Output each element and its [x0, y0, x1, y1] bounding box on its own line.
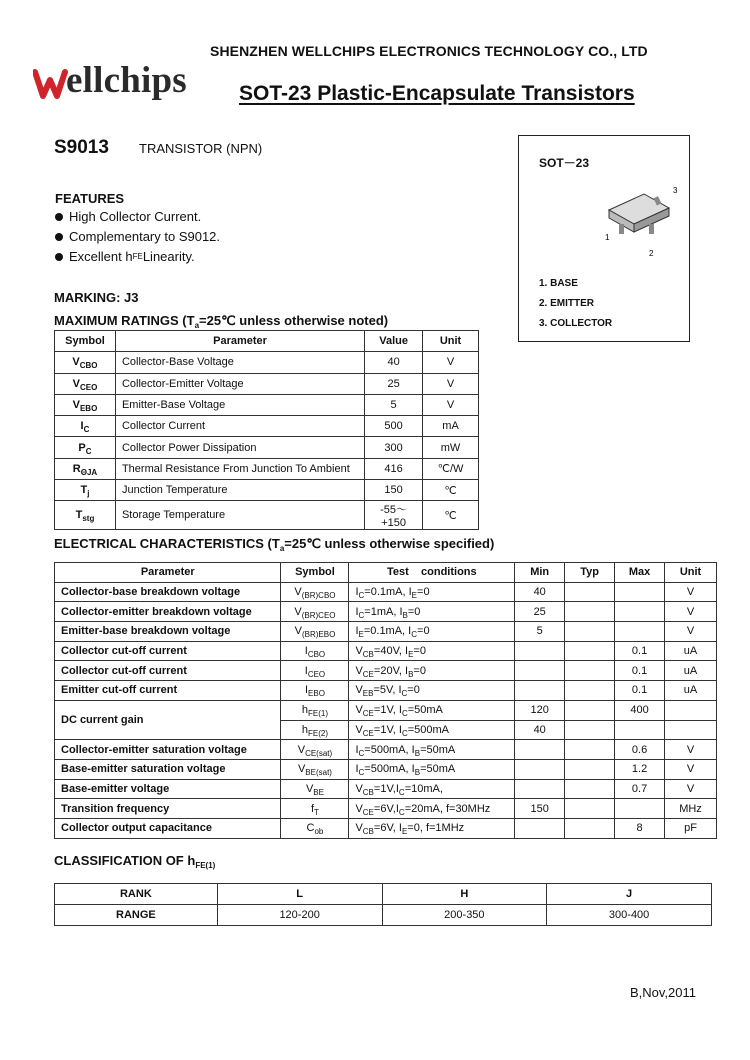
table-row	[55, 480, 479, 501]
min-cell: 40	[515, 720, 565, 740]
parameter-cell: Transition frequency	[55, 799, 281, 819]
value-cell: 40	[365, 352, 423, 373]
features-title: FEATURES	[55, 191, 125, 206]
symbol-cell-base: R	[72, 462, 81, 475]
features-list	[55, 207, 220, 267]
rank-cell: J	[547, 884, 712, 905]
electrical-table	[54, 562, 717, 839]
column-header: Unit	[665, 563, 717, 583]
parameter-cell: DC current gain	[55, 700, 281, 739]
company-name: SHENZHEN WELLCHIPS ELECTRONICS TECHNOLOGY CO., LTD	[210, 43, 648, 59]
max-cell: 8	[615, 818, 665, 838]
unit-cell: V	[423, 352, 479, 373]
parameter-cell: Collector cut-off current	[55, 661, 281, 681]
typ-cell	[565, 740, 615, 760]
max-cell	[615, 622, 665, 642]
typ-cell	[565, 681, 615, 701]
range-cell: 200-350	[382, 905, 547, 926]
symbol-cell	[55, 373, 116, 394]
min-cell: 120	[515, 700, 565, 720]
table-row	[55, 799, 717, 819]
parameter-cell: Storage Temperature	[115, 501, 364, 530]
table-row	[55, 641, 717, 661]
symbol-cell-base: h	[301, 723, 309, 736]
column-header: Test conditions	[349, 563, 515, 583]
column-header: Parameter	[115, 331, 364, 352]
symbol-cell-base: V	[297, 763, 306, 776]
parameter-cell: Emitter cut-off current	[55, 681, 281, 701]
range-cell: 300-400	[547, 905, 712, 926]
min-cell	[515, 681, 565, 701]
symbol-cell-sub: j	[87, 489, 90, 499]
table-row	[55, 458, 479, 479]
symbol-cell	[281, 720, 349, 740]
symbol-cell	[281, 740, 349, 760]
range-label: RANGE	[55, 905, 218, 926]
symbol-cell-sub: (BR)CBO	[301, 591, 336, 601]
symbol-cell-base: V	[72, 356, 80, 369]
table-row	[55, 740, 717, 760]
symbol-cell-base: V	[294, 586, 302, 599]
min-cell	[515, 779, 565, 799]
symbol-cell-sub: C	[85, 446, 92, 456]
column-header: Parameter	[55, 563, 281, 583]
bullet-icon	[55, 253, 63, 261]
test-conditions-cell: $I_C=1mA$, $I_B=0$	[349, 602, 515, 622]
table-row	[55, 622, 717, 642]
wellchips-logo	[33, 58, 223, 104]
max-cell	[615, 720, 665, 740]
symbol-cell	[281, 779, 349, 799]
parameter-cell: Base-emitter saturation voltage	[55, 759, 281, 779]
rank-label: RANK	[55, 884, 218, 905]
electrical-title: ELECTRICAL CHARACTERISTICS ($T_a=25℃$ unless otherwise specified)	[54, 536, 495, 553]
symbol-cell-sub: ob	[314, 827, 324, 837]
symbol-cell-sub: EBO	[308, 689, 325, 699]
unit-cell: V	[665, 779, 717, 799]
symbol-cell-sub: FE(1)	[308, 709, 329, 719]
value-cell: 500	[365, 416, 423, 437]
feature-item: Complementary to S9012.	[55, 227, 220, 247]
package-box	[518, 135, 690, 342]
test-conditions-cell: $I_C=500mA$, $I_B=50mA$	[349, 759, 515, 779]
pin-label-1: 1	[605, 233, 610, 242]
symbol-cell-base: I	[304, 645, 308, 658]
min-cell: 25	[515, 602, 565, 622]
max-cell: 0.1	[615, 661, 665, 681]
unit-cell: ℃	[423, 501, 479, 530]
max-cell: 1.2	[615, 759, 665, 779]
pin-2: 2. EMITTER	[539, 298, 595, 309]
column-header: Symbol	[281, 563, 349, 583]
value-cell: 150	[365, 480, 423, 501]
table-row	[55, 416, 479, 437]
test-conditions-cell: $V_{CE}=20V$, $I_B=0$	[349, 661, 515, 681]
classification-title: CLASSIFICATION OF $h_{FE(1)}$	[54, 853, 216, 870]
max-cell	[615, 799, 665, 819]
symbol-cell-base: P	[78, 441, 86, 454]
parameter-cell: Collector-emitter breakdown voltage	[55, 602, 281, 622]
symbol-cell-base: T	[80, 484, 88, 497]
pin-label-3: 3	[673, 186, 678, 195]
max-cell: 0.6	[615, 740, 665, 760]
min-cell: 5	[515, 622, 565, 642]
typ-cell	[565, 622, 615, 642]
symbol-cell	[281, 681, 349, 701]
column-header: Unit	[423, 331, 479, 352]
min-cell	[515, 661, 565, 681]
min-cell: 150	[515, 799, 565, 819]
table-row	[55, 437, 479, 458]
symbol-cell-sub: stg	[82, 514, 95, 524]
unit-cell: pF	[665, 818, 717, 838]
part-type: TRANSISTOR (NPN)	[139, 141, 263, 156]
symbol-cell	[281, 582, 349, 602]
unit-cell: uA	[665, 681, 717, 701]
part-number: S9013	[54, 137, 109, 158]
column-header: Max	[615, 563, 665, 583]
symbol-cell-base: I	[304, 664, 308, 677]
unit-cell: V	[665, 622, 717, 642]
unit-cell: V	[665, 740, 717, 760]
typ-cell	[565, 641, 615, 661]
symbol-cell	[281, 641, 349, 661]
symbol-cell-base: C	[306, 822, 315, 835]
pin-1: 1. BASE	[539, 278, 578, 289]
typ-cell	[565, 582, 615, 602]
parameter-cell: Collector output capacitance	[55, 818, 281, 838]
max-cell	[615, 602, 665, 622]
symbol-cell-sub: (BR)CEO	[301, 610, 336, 620]
unit-cell: uA	[665, 661, 717, 681]
table-row	[55, 582, 717, 602]
test-conditions-cell: $V_{CE}=6V,I_C=20mA$, f=30MHz	[349, 799, 515, 819]
typ-cell	[565, 700, 615, 720]
parameter-cell: Collector-Emitter Voltage	[115, 373, 364, 394]
symbol-cell	[281, 799, 349, 819]
typ-cell	[565, 720, 615, 740]
parameter-cell: Thermal Resistance From Junction To Ambient	[115, 458, 364, 479]
pin-list	[539, 274, 612, 334]
parameter-cell: Junction Temperature	[115, 480, 364, 501]
symbol-cell-sub: CEO	[307, 669, 326, 679]
column-header: Min	[515, 563, 565, 583]
symbol-cell-base: I	[304, 684, 309, 697]
symbol-cell-sub: (BR)EBO	[301, 630, 336, 640]
symbol-cell	[281, 818, 349, 838]
table-row	[55, 681, 717, 701]
parameter-cell: Collector Power Dissipation	[115, 437, 364, 458]
bullet-icon	[55, 213, 63, 221]
test-conditions-cell: $I_C=500mA$, $I_B=50mA$	[349, 740, 515, 760]
unit-cell: mW	[423, 437, 479, 458]
symbol-cell	[55, 437, 116, 458]
unit-cell: mA	[423, 416, 479, 437]
symbol-cell-sub: ΘJA	[80, 467, 98, 477]
column-header: Symbol	[55, 331, 116, 352]
max-cell: 0.7	[615, 779, 665, 799]
parameter-cell: Collector-Base Voltage	[115, 352, 364, 373]
test-conditions-cell: $V_{CB}=6V$, $I_E=0$, f=1MHz	[349, 818, 515, 838]
test-conditions-cell: $V_{CB}=1V,I_C=10mA$,	[349, 779, 515, 799]
table-row	[55, 373, 479, 394]
package-title: SOT－23	[539, 156, 590, 170]
symbol-cell	[55, 501, 116, 530]
symbol-cell-base: V	[297, 743, 306, 756]
symbol-cell-base: V	[305, 782, 314, 795]
typ-cell	[565, 602, 615, 622]
symbol-cell	[55, 458, 116, 479]
symbol-cell-base: f	[310, 802, 315, 815]
symbol-cell	[281, 602, 349, 622]
symbol-cell-sub: CBO	[307, 650, 326, 660]
test-conditions-cell: $V_{CB}=40V$, $I_E=0$	[349, 641, 515, 661]
symbol-cell	[281, 622, 349, 642]
sot23-package-icon	[599, 180, 684, 265]
symbol-cell-sub: EBO	[79, 404, 98, 414]
marking: MARKING: J3	[54, 290, 139, 305]
table-row	[55, 818, 717, 838]
pin-label-2: 2	[649, 249, 654, 258]
unit-cell: V	[665, 582, 717, 602]
min-cell	[515, 740, 565, 760]
symbol-cell-base: V	[72, 399, 80, 412]
symbol-cell-sub: BE	[313, 787, 324, 797]
symbol-cell	[55, 352, 116, 373]
table-row	[55, 602, 717, 622]
typ-cell	[565, 779, 615, 799]
min-cell: 40	[515, 582, 565, 602]
table-row	[55, 352, 479, 373]
logo-text: ellchips	[66, 60, 187, 101]
table-row	[55, 661, 717, 681]
max-cell: 0.1	[615, 681, 665, 701]
table-row	[55, 394, 479, 415]
symbol-cell-sub: T	[314, 807, 319, 817]
parameter-cell: Base-emitter voltage	[55, 779, 281, 799]
symbol-cell-sub: C	[83, 425, 90, 435]
max-cell	[615, 582, 665, 602]
table-row	[55, 779, 717, 799]
unit-cell: ℃	[423, 480, 479, 501]
symbol-cell	[55, 480, 116, 501]
parameter-cell: Collector cut-off current	[55, 641, 281, 661]
column-header: Typ	[565, 563, 615, 583]
max-ratings-table	[54, 330, 479, 530]
symbol-cell	[281, 661, 349, 681]
max-ratings-title: MAXIMUM RATINGS ($T_a=25℃$ unless otherwise noted)	[54, 313, 389, 330]
symbol-cell-sub: FE(2)	[308, 728, 329, 738]
symbol-cell	[55, 394, 116, 415]
symbol-cell-sub: CEO	[79, 382, 98, 392]
parameter-cell: Collector-base breakdown voltage	[55, 582, 281, 602]
test-conditions-cell: $V_{CE}=1V$, $I_C=500mA$	[349, 720, 515, 740]
min-cell	[515, 759, 565, 779]
value-cell: 300	[365, 437, 423, 458]
unit-cell: V	[423, 394, 479, 415]
unit-cell	[665, 720, 717, 740]
max-cell: 400	[615, 700, 665, 720]
typ-cell	[565, 799, 615, 819]
table-row	[55, 759, 717, 779]
parameter-cell: Emitter-base breakdown voltage	[55, 622, 281, 642]
symbol-cell	[55, 416, 116, 437]
symbol-cell-sub: CBO	[79, 361, 98, 371]
min-cell	[515, 818, 565, 838]
min-cell	[515, 641, 565, 661]
typ-cell	[565, 759, 615, 779]
column-header: Value	[365, 331, 423, 352]
symbol-cell-base: V	[294, 605, 302, 618]
parameter-cell: Emitter-Base Voltage	[115, 394, 364, 415]
symbol-cell	[281, 700, 349, 720]
revision-date: B,Nov,2011	[630, 985, 697, 1000]
unit-cell: uA	[665, 641, 717, 661]
symbol-cell-sub: CE(sat)	[305, 748, 333, 758]
unit-cell: V	[423, 373, 479, 394]
wellchips-logo-graphic	[33, 58, 223, 104]
test-conditions-cell: $V_{EB}=5V$, $I_C=0$	[349, 681, 515, 701]
parameter-cell: Collector Current	[115, 416, 364, 437]
classification-table	[54, 883, 712, 926]
value-cell: 5	[365, 394, 423, 415]
symbol-cell-sub: BE(sat)	[305, 768, 332, 778]
feature-item: Excellent h FE Linearity.	[55, 247, 220, 267]
rank-cell: H	[382, 884, 547, 905]
max-cell: 0.1	[615, 641, 665, 661]
table-row	[55, 501, 479, 530]
symbol-cell-base: V	[72, 377, 80, 390]
test-conditions-cell: $V_{CE}=1V$, $I_C=50mA$	[349, 700, 515, 720]
unit-cell	[665, 700, 717, 720]
symbol-cell-base: V	[294, 625, 302, 638]
pin-3: 3. COLLECTOR	[539, 318, 613, 329]
table-row	[55, 700, 717, 720]
unit-cell: V	[665, 759, 717, 779]
unit-cell: MHz	[665, 799, 717, 819]
test-conditions-cell: $I_E=0.1mA$, $I_C=0$	[349, 622, 515, 642]
parameter-cell: Collector-emitter saturation voltage	[55, 740, 281, 760]
test-conditions-cell: $I_C=0.1mA$, $I_E=0$	[349, 582, 515, 602]
unit-cell: ℃/W	[423, 458, 479, 479]
feature-item: High Collector Current.	[55, 207, 220, 227]
symbol-cell-base: h	[301, 704, 309, 717]
symbol-cell	[281, 759, 349, 779]
rank-cell: L	[217, 884, 382, 905]
value-cell: -55～+150	[365, 501, 423, 530]
range-cell: 120-200	[217, 905, 382, 926]
symbol-cell-base: I	[80, 420, 84, 433]
unit-cell: V	[665, 602, 717, 622]
bullet-icon	[55, 233, 63, 241]
value-cell: 25	[365, 373, 423, 394]
document-subtitle: SOT-23 Plastic-Encapsulate Transistors	[239, 82, 635, 105]
typ-cell	[565, 661, 615, 681]
value-cell: 416	[365, 458, 423, 479]
typ-cell	[565, 818, 615, 838]
symbol-cell-base: T	[75, 509, 83, 522]
